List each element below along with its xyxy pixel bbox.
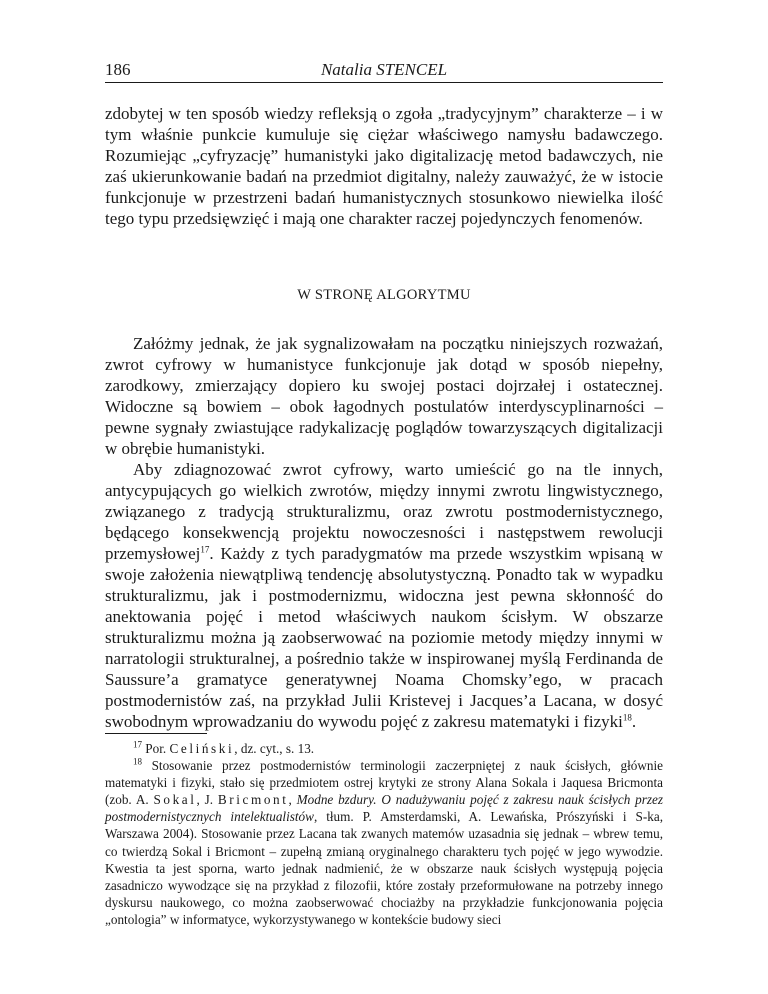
footnote-text: , J.	[196, 792, 218, 808]
body-text-top	[105, 103, 663, 229]
paragraph-text: Aby zdiagnozować zwrot cyfrowy, warto umieścić go na tle innych, antycypujących go wielkich zwrotów, między innymi zwrotu lingwistycznego, związanego z tradycją strukturalizmu, oraz zwrotu postmodernistycznego, będącego konsekwencją projektu nowoczesności i następstwem rewolucji przemysłowej	[105, 460, 663, 563]
paragraph-continued: zdobytej w ten sposób wiedzy refleksją o zgoła „tradycyjnym” charakterze – i w tym właśnie punkcie kumuluje się ciężar właściwego namysłu badawczego. Rozumiejąc „cyfryzację” humanistyki jako digitalizację metod badawczych, nie zaś ukierunkowanie badań na przedmiot digitalny, należy zauważyć, że w istocie funkcjonuje w przestrzeni badań humanistycznych stosunkowo niewielka ilość tego typu przedsięwzięć i mają one charakter raczej pojedynczych fenomenów.	[105, 104, 663, 228]
footnote-text: , dz. cyt., s. 13.	[234, 741, 315, 756]
paragraph-text: . Każdy z tych paradygmatów ma przede wszystkim wpisaną w swoje założenia niewątpliwą tendencję absolutystyczną. Ponadto tak w wypadku strukturalizmu, jak i postmodernizmu, widoczna jest pewna skłonność do anektowania pojęć i metod właściwych naukom ścisłym. W obszarze strukturalizmu można ją zaobserwować na poziomie metody między innymi w narratologii strukturalnej, a pośrednio także w inspirowanej myślą Ferdinanda de Saussure’a gramatyce generatywnej Noama Chomsky’ego, w pracach postmodernistów zaś, na przykład Julii Kristevej i Jacques’a Lacana, w dosyć swobodnym wprowadzaniu do wywodu pojęć z zakresu matematyki i fizyki	[105, 544, 663, 731]
footnote-text: Stosowanie przez postmodernistów terminologii zaczerpniętej z nauk ścisłych, głównie matematyki i fizyki, stało się przedmiotem ostrej krytyki ze strony Alana Sokala i Jaquesa Bricmonta (zob. A.	[105, 758, 663, 808]
page-number: 186	[105, 60, 131, 79]
footnote-book-title: Modne bzdury. O nadużywaniu pojęć z zakresu nauk ścisłych przez postmodernistycznych intelektualistów	[105, 792, 663, 825]
footnote-author: Bricmont	[217, 792, 289, 808]
footnote-number: 18	[133, 756, 142, 767]
paragraph-text: .	[631, 712, 637, 731]
running-head: Natalia STENCEL	[320, 60, 448, 79]
footnote	[105, 740, 663, 757]
footnote-author: Sokal	[153, 792, 197, 808]
footnote-text: Por.	[145, 741, 170, 756]
footnote-ref[interactable]: 18	[622, 712, 632, 723]
section-heading: W STRONĘ ALGORYTMU	[297, 287, 471, 303]
footnote-text: , tłum. P. Amsterdamski, A. Lewańska, Prószyński i S-ka, Warszawa 2004). Stosowanie przez Lacana tak zwanych matemów uzasadnia się jednak – wbrew temu, co twierdzą Sokal i Bricmont – zupełną zmianą oryginalnego charakteru tych pojęć w jego wywodzie. Kwestia ta jest sporna, warto jednak nadmienić, że w obszarze nauk ścisłych występują pojęcia zasadniczo wywodzące się na przykład z filozofii, które zostały przeformułowane na potrzeby innego dyskursu naukowego, co można zaobserwować chociażby na przykładzie funkcjonowania pojęcia „ontologia” w informatyce, wykorzystywanego w kontekście budowy sieci	[105, 809, 663, 927]
paragraph	[105, 459, 663, 732]
footnote-rule	[105, 733, 207, 734]
footnote-text: ,	[288, 792, 297, 808]
footnote-ref[interactable]: 17	[200, 544, 210, 555]
body-text-main	[105, 333, 663, 732]
footnotes	[105, 740, 663, 928]
footnote-number: 17	[133, 739, 142, 750]
paragraph: Załóżmy jednak, że jak sygnalizowałam na początku niniejszych rozważań, zwrot cyfrowy w humanistyce funkcjonuje jak dotąd w sposób niepełny, zarodkowy, zmierzający dopiero ku swojej postaci dojrzałej i ostatecznej. Widoczne są bowiem – obok łagodnych postulatów interdyscyplinarności – pewne sygnały zwiastujące radykalizację poglądów towarzyszących digitalizacji w obrębie humanistyki.	[105, 334, 663, 458]
footnote	[105, 757, 663, 928]
header-rule	[105, 82, 663, 83]
footnote-author: Celiński	[169, 741, 235, 756]
page-header	[105, 60, 663, 86]
